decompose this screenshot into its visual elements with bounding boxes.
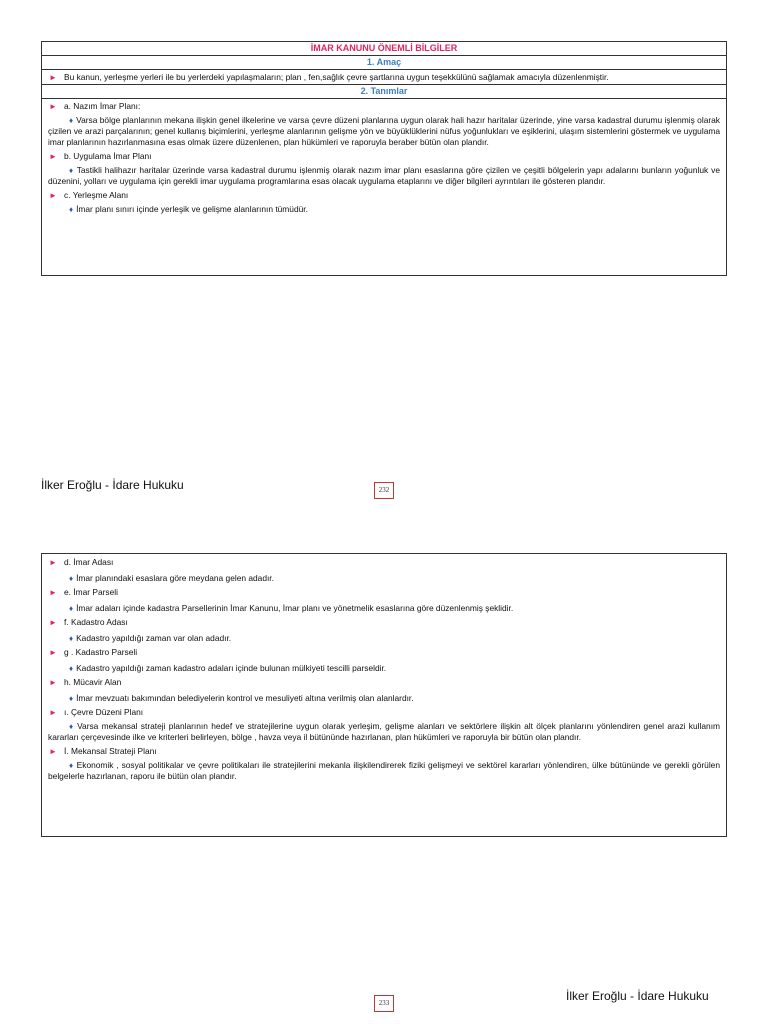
author-footer: İlker Eroğlu - İdare Hukuku	[41, 478, 184, 492]
arrow-right-icon: ►	[49, 73, 57, 82]
definition-term: ► c. Yerleşme Alanı	[49, 190, 129, 200]
definition-description: ♦ İmar planındaki esaslara göre meydana gelen adadır.	[69, 573, 274, 583]
arrow-right-icon: ►	[49, 747, 57, 756]
definitions-table-page-2	[41, 553, 727, 837]
diamond-icon: ♦	[69, 166, 74, 175]
definition-term: ► b. Uygulama İmar Planı	[49, 151, 152, 161]
definition-term: ► a. Nazım İmar Planı:	[49, 101, 141, 111]
definition-term: ► ı. Çevre Düzeni Planı	[49, 707, 144, 717]
definition-description: ♦ Kadastro yapıldığı zaman kadastro adaları içinde bulunan mülkiyeti tescilli parseldir.	[69, 663, 387, 673]
diamond-icon: ♦	[69, 116, 74, 125]
arrow-right-icon: ►	[49, 678, 57, 687]
definition-term: ► h. Mücavir Alan	[49, 677, 122, 687]
diamond-icon: ♦	[69, 634, 74, 643]
definition-term: ► f. Kadastro Adası	[49, 617, 128, 627]
diamond-icon: ♦	[69, 694, 74, 703]
section-heading-definitions: 2. Tanımlar	[42, 85, 726, 99]
definition-description: ♦ İmar mevzuatı bakımından belediyelerin kontrol ve mesuliyeti altına verilmiş olan alanlardır.	[69, 693, 414, 703]
definition-description: ♦ İmar planı sınırı içinde yerleşik ve gelişme alanlarının tümüdür.	[69, 204, 308, 214]
definition-description: ♦ Varsa mekansal strateji planlarının hedef ve stratejilerine uygun olarak yerleşim, gelişme alanları ve sektörlere ilişkin alt ölçek planlarını yönlendiren genel arazi kullanım kararları çerçevesinde ilke ve kriterleri belirleyen, bölge , havza veya il bütününde hazırlanan, plan hükümleri ve raporuyla bir bütün olan plandır.	[48, 721, 720, 742]
purpose-text: Bu kanun, yerleşme yerleri ile bu yerlerdeki yapılaşmaların; plan , fen,sağlık çevre şartlarına uygun teşekkülünü sağlamak amacıyla düzenlenmiştir.	[64, 72, 609, 82]
arrow-right-icon: ►	[49, 648, 57, 657]
author-footer: İlker Eroğlu - İdare Hukuku	[566, 989, 709, 1003]
definition-description: ♦ Tastikli halihazır haritalar üzerinde varsa kadastral durumu işlenmiş olarak nazım imar planı esaslarına göre çizilen ve çeşitli bölgelerin yapı adalarını bunların yoğunluk ve düzenini, yolları ve uygulama için gerekli imar uygulama programlarına esas olacak uygulama etaplarını ve diğer bilgileri ayrıntıları ile gösteren plandır.	[48, 165, 720, 186]
definition-term: ► İ. Mekansal Strateji Planı	[49, 746, 157, 756]
definition-term: ► g . Kadastro Parseli	[49, 647, 138, 657]
definitions-list	[42, 554, 726, 783]
diamond-icon: ♦	[69, 761, 74, 770]
diamond-icon: ♦	[69, 604, 74, 613]
page-number: 232	[374, 482, 394, 499]
document-title: İMAR KANUNU ÖNEMLİ BİLGİLER	[42, 42, 726, 56]
definitions-table-page-1	[41, 41, 727, 276]
diamond-icon: ♦	[69, 722, 75, 731]
diamond-icon: ♦	[69, 574, 74, 583]
definition-description: ♦ İmar adaları içinde kadastra Parsellerinin İmar Kanunu, İmar planı ve yönetmelik esaslarına göre düzenlenmiş şeklidir.	[69, 603, 514, 613]
diamond-icon: ♦	[69, 205, 74, 214]
arrow-right-icon: ►	[49, 588, 57, 597]
page-number: 233	[374, 995, 394, 1012]
definition-description: ♦ Ekonomik , sosyal politikalar ve çevre politikaları ile stratejilerini mekanla ilişkilendirerek fiziki gelişmeyi ve sektörel kararları yönlendiren, ülke bütününde ve gerekli görülen belgelerle hazırlanan, raporu ile bütün olan plandır.	[48, 760, 720, 781]
diamond-icon: ♦	[69, 664, 74, 673]
arrow-right-icon: ►	[49, 618, 57, 627]
definition-term: ► d. İmar Adası	[49, 557, 114, 567]
arrow-right-icon: ►	[49, 152, 57, 161]
definition-description: ♦ Kadastro yapıldığı zaman var olan adadır.	[69, 633, 232, 643]
arrow-right-icon: ►	[49, 708, 57, 717]
definitions-list	[42, 99, 726, 216]
arrow-right-icon: ►	[49, 102, 57, 111]
purpose-row	[42, 70, 726, 85]
section-heading-purpose: 1. Amaç	[42, 56, 726, 70]
arrow-right-icon: ►	[49, 191, 57, 200]
definition-description: ♦ Varsa bölge planlarının mekana ilişkin genel ilkelerine ve varsa çevre düzeni planlarına uygun olarak hali hazır haritalar üzerinde, yine varsa kadastral durumu işlenmiş olarak çizilen ve arazi parçalarının; genel kullanış biçimlerini, yerleşme alanlarının gelişme yön ve büyüklüklerini nüfus yoğunlukları ve eşiklerini, ulaşım sistemlerini göstermek ve uygulama imar planlarının hazırlanmasına esas olmak üzere düzenlenen, plan hükümleri ve raporuyla beraber bütün olan plandır.	[48, 115, 720, 147]
arrow-right-icon: ►	[49, 558, 57, 567]
definition-term: ► e. İmar Parseli	[49, 587, 118, 597]
